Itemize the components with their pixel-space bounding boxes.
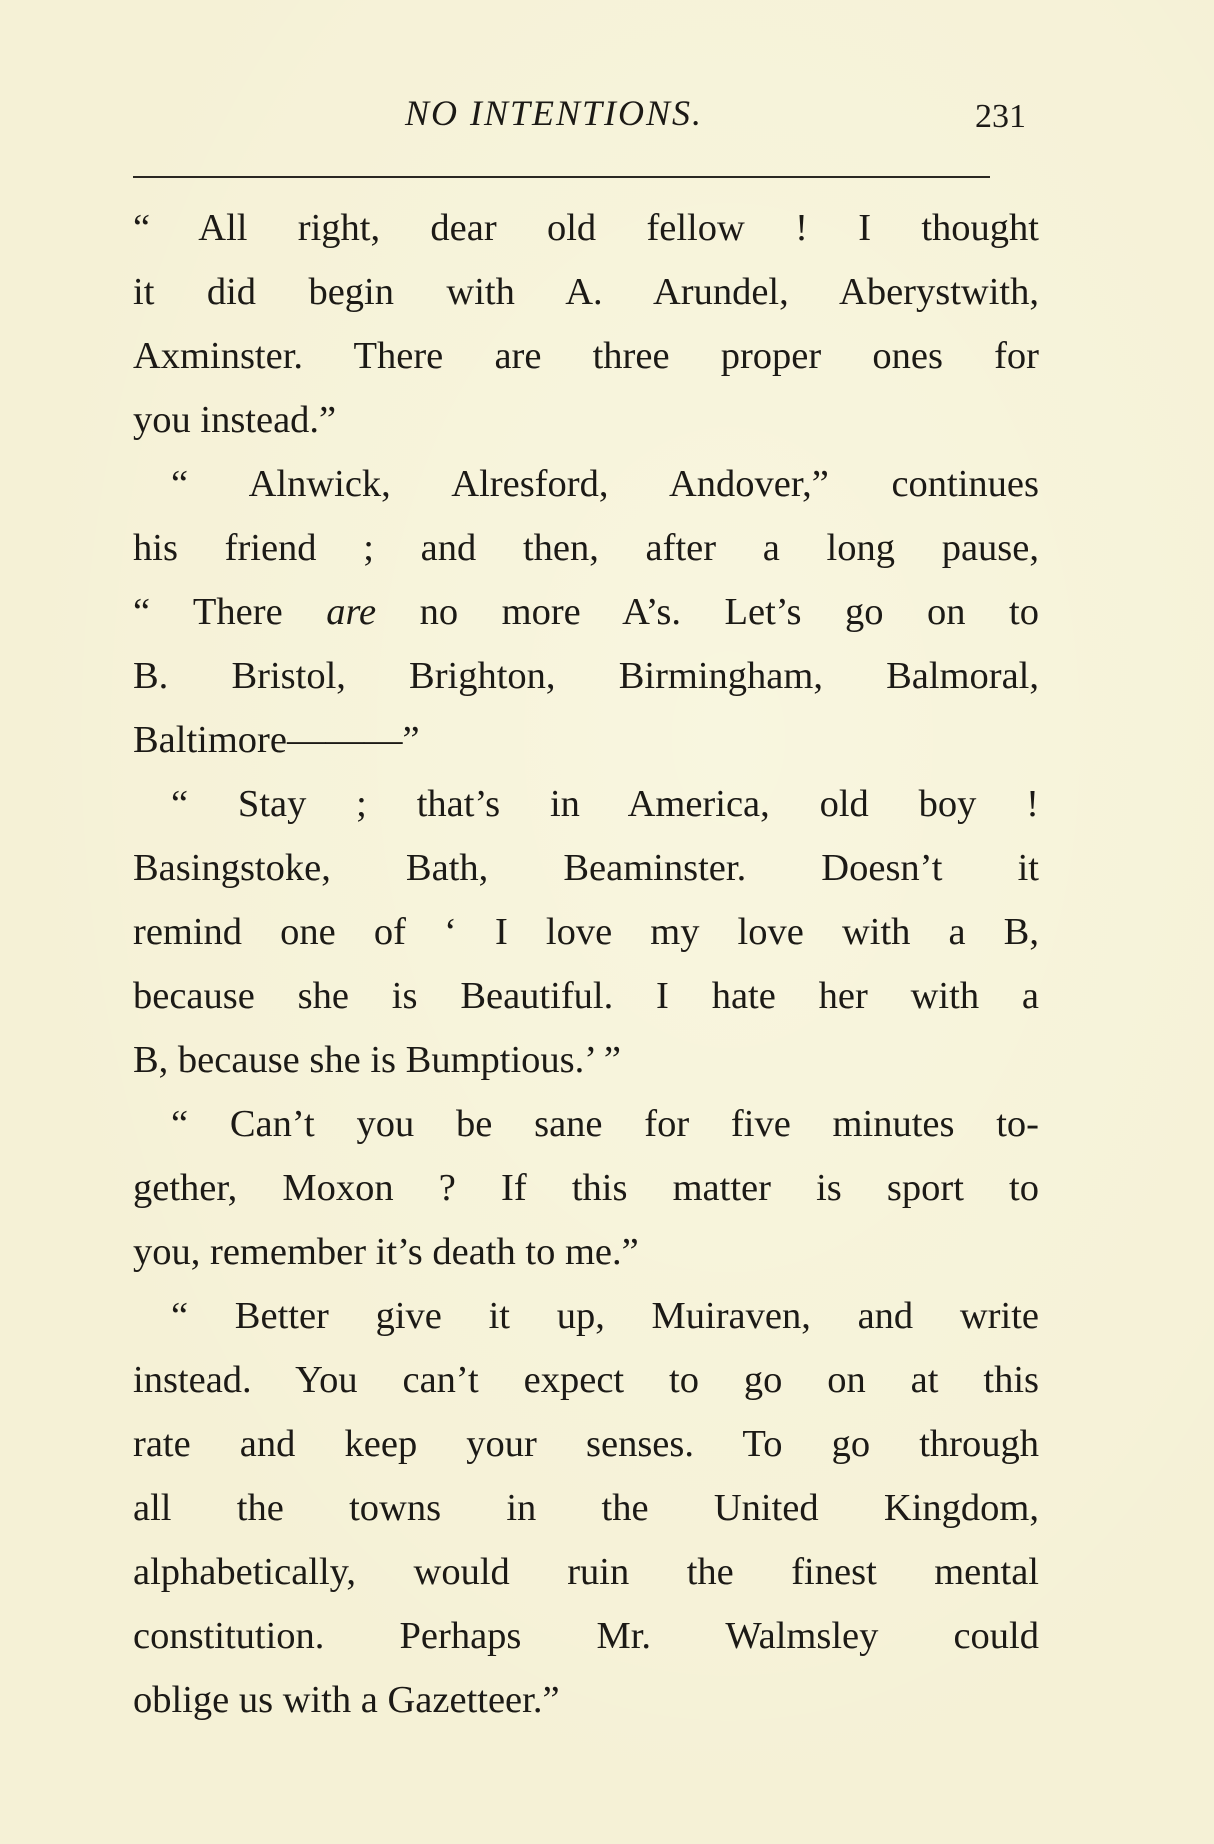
text-line: gether, Moxon ? If this matter is sport to <box>133 1167 1039 1209</box>
text-line: “ Better give it up, Muiraven, and write <box>171 1295 1039 1337</box>
text-segment: “ There <box>133 591 327 633</box>
text-line <box>133 580 1039 644</box>
text-line: instead. You can’t expect to go on at this <box>133 1359 1039 1401</box>
text-line: Baltimore———” <box>133 719 420 761</box>
running-head-title: NO INTENTIONS. <box>405 93 704 133</box>
text-line: all the towns in the United Kingdom, <box>133 1487 1039 1529</box>
text-line: alphabetically, would ruin the finest mental <box>133 1551 1039 1593</box>
page-number: 231 <box>975 98 1026 135</box>
text-line: “ All right, dear old fellow ! I thought <box>133 207 1039 249</box>
text-line: “ Can’t you be sane for five minutes to- <box>171 1103 1039 1145</box>
text-line: constitution. Perhaps Mr. Walmsley could <box>133 1615 1039 1657</box>
text-line: rate and keep your senses. To go through <box>133 1423 1039 1465</box>
text-segment: no more A’s. Let’s go on to <box>376 591 1039 633</box>
text-line: “ Stay ; that’s in America, old boy ! <box>171 783 1039 825</box>
text-line: B. Bristol, Brighton, Birmingham, Balmoral, <box>133 655 1039 697</box>
text-line: because she is Beautiful. I hate her with a <box>133 975 1039 1017</box>
text-line: “ Alnwick, Alresford, Andover,” continues <box>171 463 1039 505</box>
text-line: oblige us with a Gazetteer.” <box>133 1679 560 1721</box>
text-line: it did begin with A. Arundel, Aberystwith, <box>133 271 1039 313</box>
text-line: his friend ; and then, after a long pause, <box>133 527 1039 569</box>
text-line: you instead.” <box>133 399 337 441</box>
text-line: remind one of ‘ I love my love with a B, <box>133 911 1039 953</box>
running-head <box>135 92 1035 142</box>
italic-emphasis: are <box>326 591 377 633</box>
text-line: you, remember it’s death to me.” <box>133 1231 639 1273</box>
text-line: Basingstoke, Bath, Beaminster. Doesn’t it <box>133 847 1039 889</box>
header-rule <box>133 176 990 178</box>
text-line: B, because she is Bumptious.’ ” <box>133 1039 621 1081</box>
body-text <box>133 196 1039 1732</box>
text-line: Axminster. There are three proper ones for <box>133 335 1039 377</box>
